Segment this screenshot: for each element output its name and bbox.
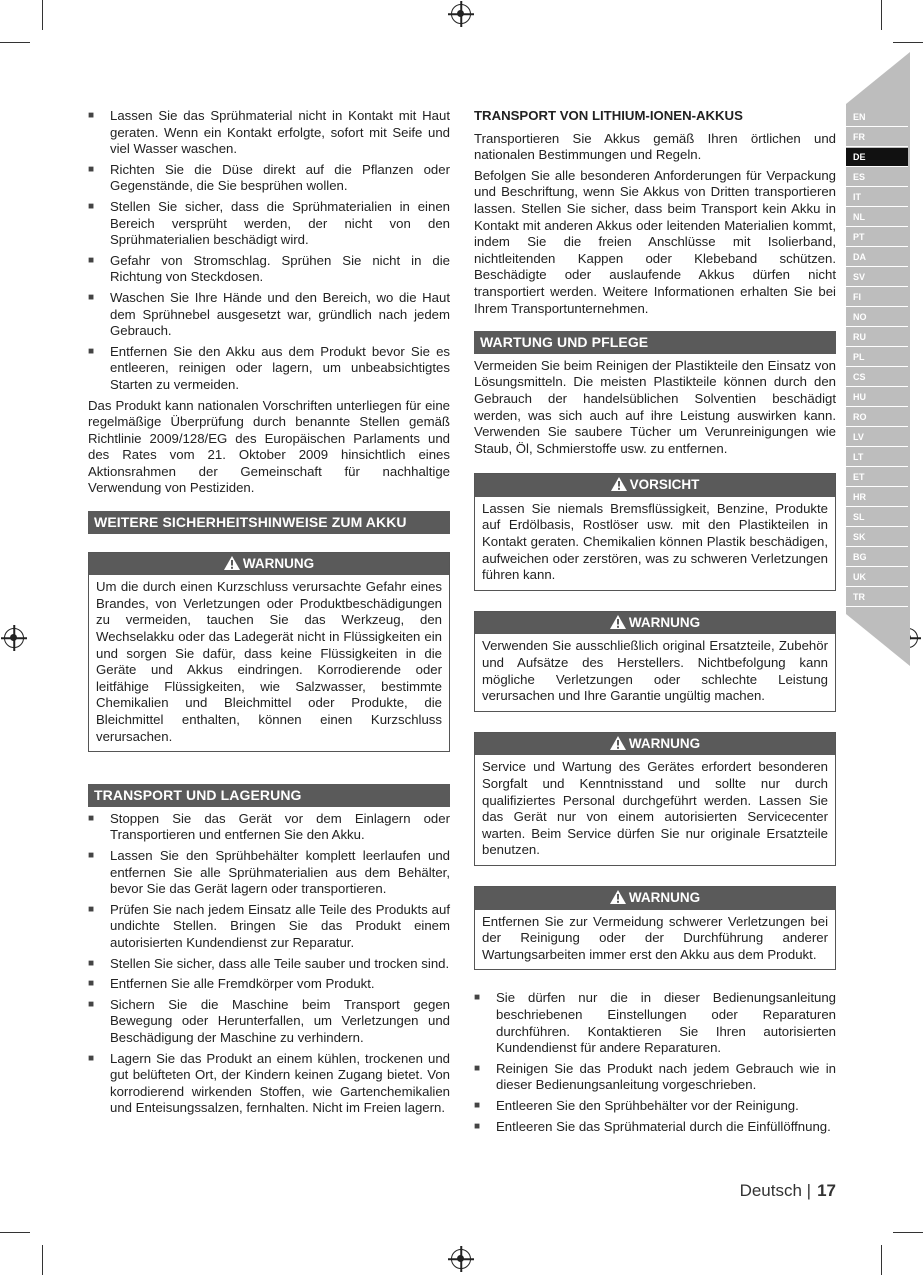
list-item: ■ Entleeren Sie den Sprühbehälter vor der Reinigung.	[474, 1098, 836, 1115]
warning-text: Verwenden Sie ausschließlich original Ersatzteile, Zubehör und Aufsätze des Herstellers. Nichtbefolgung kann mögliche Verletzungen oder schlechte Leistung verursachen und Ihre Garantie ungültig machen.	[482, 638, 828, 704]
crop-mark	[42, 1245, 43, 1275]
language-tab-nl[interactable]: NL	[846, 208, 908, 227]
language-tab-cs[interactable]: CS	[846, 368, 908, 387]
language-tab-sl[interactable]: SL	[846, 508, 908, 527]
paragraph: Transportieren Sie Akkus gemäß Ihren örtlichen und nationalen Bestimmungen und Regeln.	[474, 130, 836, 163]
language-tab-pt[interactable]: PT	[846, 228, 908, 247]
language-tab-it[interactable]: IT	[846, 188, 908, 207]
registration-mark-icon	[451, 4, 471, 24]
section-header: WEITERE SICHERHEITSHINWEISE ZUM AKKU	[88, 511, 450, 534]
crop-mark	[0, 1232, 30, 1233]
bullet-list	[88, 108, 450, 394]
registration-mark-icon	[4, 628, 24, 648]
list-item: ■ Entfernen Sie den Akku aus dem Produkt bevor Sie es entleeren, reinigen oder lagern, um unbeabsichtigtes Starten zu vermeiden.	[88, 344, 450, 394]
bullet-list	[88, 811, 450, 1117]
language-tab-en[interactable]: EN	[846, 108, 908, 127]
language-tab-lv[interactable]: LV	[846, 428, 908, 447]
list-item: ■ Entleeren Sie das Sprühmaterial durch die Einfüllöffnung.	[474, 1119, 836, 1136]
page-number: 17	[817, 1181, 836, 1200]
crop-mark	[42, 0, 43, 30]
language-tab-fi[interactable]: FI	[846, 288, 908, 307]
warning-triangle-icon	[611, 477, 627, 491]
bullet-list	[474, 990, 836, 1135]
warning-title: WARNUNG	[242, 555, 315, 571]
section-header: TRANSPORT UND LAGERUNG	[88, 784, 450, 807]
warning-text: Entfernen Sie zur Vermeidung schwerer Verletzungen bei der Reinigung oder der Durchführung anderer Wartungsarbeiten immer erst den Akku aus dem Produkt.	[482, 913, 828, 962]
warning-text: Um die durch einen Kurzschluss verursachte Gefahr eines Brandes, von Verletzungen oder Produktbeschädigungen zu vermeiden, tauchen Sie das Werkzeug, den Wechselakku oder das Ladegerät nicht in Flüssigkeiten ein und sorgen Sie dafür, dass keine Flüssigkeiten in die Geräte und Akkus eindringen. Korrodierende oder leitfähige Flüssigkeiten, wie Salzwasser, bestimmte Chemikalien und Bleichmittel oder Produkte, die Bleichmittel enthalten, können einen Kurzschluss verursachen.	[96, 579, 442, 744]
language-tab-sk[interactable]: SK	[846, 528, 908, 547]
warning-text: Service und Wartung des Gerätes erfordert besonderen Sorgfalt und Kenntnisstand und sollte nur durch qualifiziertes Personal durchgeführt werden. Lassen Sie das Gerät nur von einem autorisierten Servicecenter warten. Beim Service dürfen Sie nur originale Ersatzteile benutzen.	[482, 759, 828, 858]
list-item: ■ Stellen Sie sicher, dass die Sprühmaterialien in einen Bereich versprüht werden, der nicht von den Sprühmaterialien beschädigt wird.	[88, 199, 450, 249]
warning-header	[89, 553, 449, 576]
right-column	[474, 108, 836, 1139]
list-item: ■ Stellen Sie sicher, dass alle Teile sauber und trocken sind.	[88, 956, 450, 973]
warning-title: WARNUNG	[628, 614, 701, 630]
language-tab-da[interactable]: DA	[846, 248, 908, 267]
list-item: ■ Reinigen Sie das Produkt nach jedem Gebrauch wie in dieser Bedienungsanleitung vorgeschrieben.	[474, 1061, 836, 1094]
crop-mark	[893, 1232, 923, 1233]
crop-mark	[0, 42, 30, 43]
footer-language: Deutsch |	[739, 1181, 812, 1200]
language-tab-bg[interactable]: BG	[846, 548, 908, 567]
language-tab-ru[interactable]: RU	[846, 328, 908, 347]
list-item: ■ Lassen Sie den Sprühbehälter komplett leerlaufen und entfernen Sie alle Sprühmaterialien aus dem Behälter, bevor Sie das Gerät lagern oder transportieren.	[88, 848, 450, 898]
caution-box	[474, 473, 836, 591]
paragraph: Das Produkt kann nationalen Vorschriften unterliegen für eine regelmäßige Überprüfung durch benannte Stellen gemäß Richtlinie 2009/128/EG des Europäischen Parlaments und des Rates vom 21. Oktober 2009 hinsichtlich eines Aktionsrahmen der Gemeinschaft für nachhaltige Verwendung von Pestiziden.	[88, 397, 450, 496]
warning-box	[474, 732, 836, 866]
list-item: ■ Lagern Sie das Produkt an einem kühlen, trockenen und gut belüfteten Ort, der Kindern keinen Zugang bietet. Von korrodierend wirkenden Stoffen, wie Gartenchemikalien und Enteisungssalzen, fernhalten. Nicht im Freien lagern.	[88, 1051, 450, 1117]
warning-triangle-icon	[224, 556, 240, 570]
language-tab-fr[interactable]: FR	[846, 128, 908, 147]
caution-text: Lassen Sie niemals Bremsflüssigkeit, Benzine, Produkte auf Erdölbasis, Rostlöser usw. mit den Plastikteilen in Kontakt geraten. Chemikalien können Plastik beschädigen, aufweichen oder zerstören, was zu schweren Verletzungen führen kann.	[482, 500, 828, 583]
warning-box	[474, 611, 836, 712]
list-item: ■ Gefahr von Stromschlag. Sprühen Sie nicht in die Richtung von Steckdosen.	[88, 253, 450, 286]
list-item: ■ Richten Sie die Düse direkt auf die Pflanzen oder Gegenstände, die Sie besprühen wollen.	[88, 162, 450, 195]
list-item: ■ Waschen Sie Ihre Hände und den Bereich, wo die Haut dem Sprühnebel ausgesetzt war, gründlich nach jedem Gebrauch.	[88, 290, 450, 340]
warning-triangle-icon	[610, 615, 626, 629]
language-tab-lt[interactable]: LT	[846, 448, 908, 467]
list-item: ■ Lassen Sie das Sprühmaterial nicht in Kontakt mit Haut geraten. Wenn ein Kontakt erfolgte, sofort mit Seife und viel Wasser waschen.	[88, 108, 450, 158]
warning-header	[475, 733, 835, 756]
language-tab-tr[interactable]: TR	[846, 588, 908, 607]
language-tab-no[interactable]: NO	[846, 308, 908, 327]
crop-mark	[881, 0, 882, 30]
language-tab-de[interactable]: DE	[846, 148, 908, 167]
language-tab-ro[interactable]: RO	[846, 408, 908, 427]
warning-box	[474, 886, 836, 970]
crop-mark	[881, 1245, 882, 1275]
list-item: ■ Stoppen Sie das Gerät vor dem Einlagern oder Transportieren und entfernen Sie den Akku.	[88, 811, 450, 844]
warning-title: WARNUNG	[628, 889, 701, 905]
language-tab-sv[interactable]: SV	[846, 268, 908, 287]
language-tab-pl[interactable]: PL	[846, 348, 908, 367]
left-column	[88, 108, 450, 1121]
paragraph: Befolgen Sie alle besonderen Anforderungen für Verpackung und Beschriftung, wenn Sie Akkus von Dritten transportieren lassen. Stellen Sie sicher, dass beim Transport kein Akku in Kontakt mit anderen Akkus oder leitenden Materialien kommt, indem Sie die freien Anschlüsse mit Isolierband, nichtleitenden Kappen oder Klebeband schützen. Beschädigte oder auslaufende Akkus dürfen nicht transportiert werden. Weitere Informationen erhalten Sie bei Ihrem Transportunternehmen.	[474, 167, 836, 316]
language-tab-hu[interactable]: HU	[846, 388, 908, 407]
registration-mark-icon	[451, 1249, 471, 1269]
language-tab-uk[interactable]: UK	[846, 568, 908, 587]
list-item: ■ Sie dürfen nur die in dieser Bedienungsanleitung beschriebenen Einstellungen oder Reparaturen durchführen. Kontaktieren Sie Ihren autorisierten Kundendienst für andere Reparaturen.	[474, 990, 836, 1056]
language-tab-hr[interactable]: HR	[846, 488, 908, 507]
warning-triangle-icon	[610, 890, 626, 904]
caution-header	[475, 474, 835, 497]
warning-header	[475, 887, 835, 910]
warning-title: WARNUNG	[628, 735, 701, 751]
list-item: ■ Sichern Sie die Maschine beim Transport gegen Bewegung oder Herunterfallen, um Verletzungen und Beschädigung der Maschine zu verhindern.	[88, 997, 450, 1047]
language-tab-es[interactable]: ES	[846, 168, 908, 187]
warning-triangle-icon	[610, 736, 626, 750]
language-tab-et[interactable]: ET	[846, 468, 908, 487]
crop-mark	[893, 42, 923, 43]
section-header: WARTUNG UND PFLEGE	[474, 331, 836, 354]
caution-title: VORSICHT	[629, 477, 700, 493]
warning-header	[475, 612, 835, 635]
paragraph: Vermeiden Sie beim Reinigen der Plastikteile den Einsatz von Lösungsmitteln. Die meisten Plastikteile können durch den Gebrauch der handelsüblichen Solventien beschädigt werden, was sich auch auf ihre Leistung auswirken kann. Verwenden Sie saubere Tücher um Verunreinigungen wie Staub, Öl, Schmierstoffe usw. zu entfernen.	[474, 357, 836, 456]
list-item: ■ Prüfen Sie nach jedem Einsatz alle Teile des Produkts auf undichte Stellen. Bringen Sie das Produkt einem autorisierten Kundendienst zur Reparatur.	[88, 902, 450, 952]
list-item: ■ Entfernen Sie alle Fremdkörper vom Produkt.	[88, 976, 450, 993]
warning-box	[88, 552, 450, 753]
subsection-heading: TRANSPORT VON LITHIUM-IONEN-AKKUS	[474, 108, 743, 123]
page-footer	[740, 1181, 836, 1201]
